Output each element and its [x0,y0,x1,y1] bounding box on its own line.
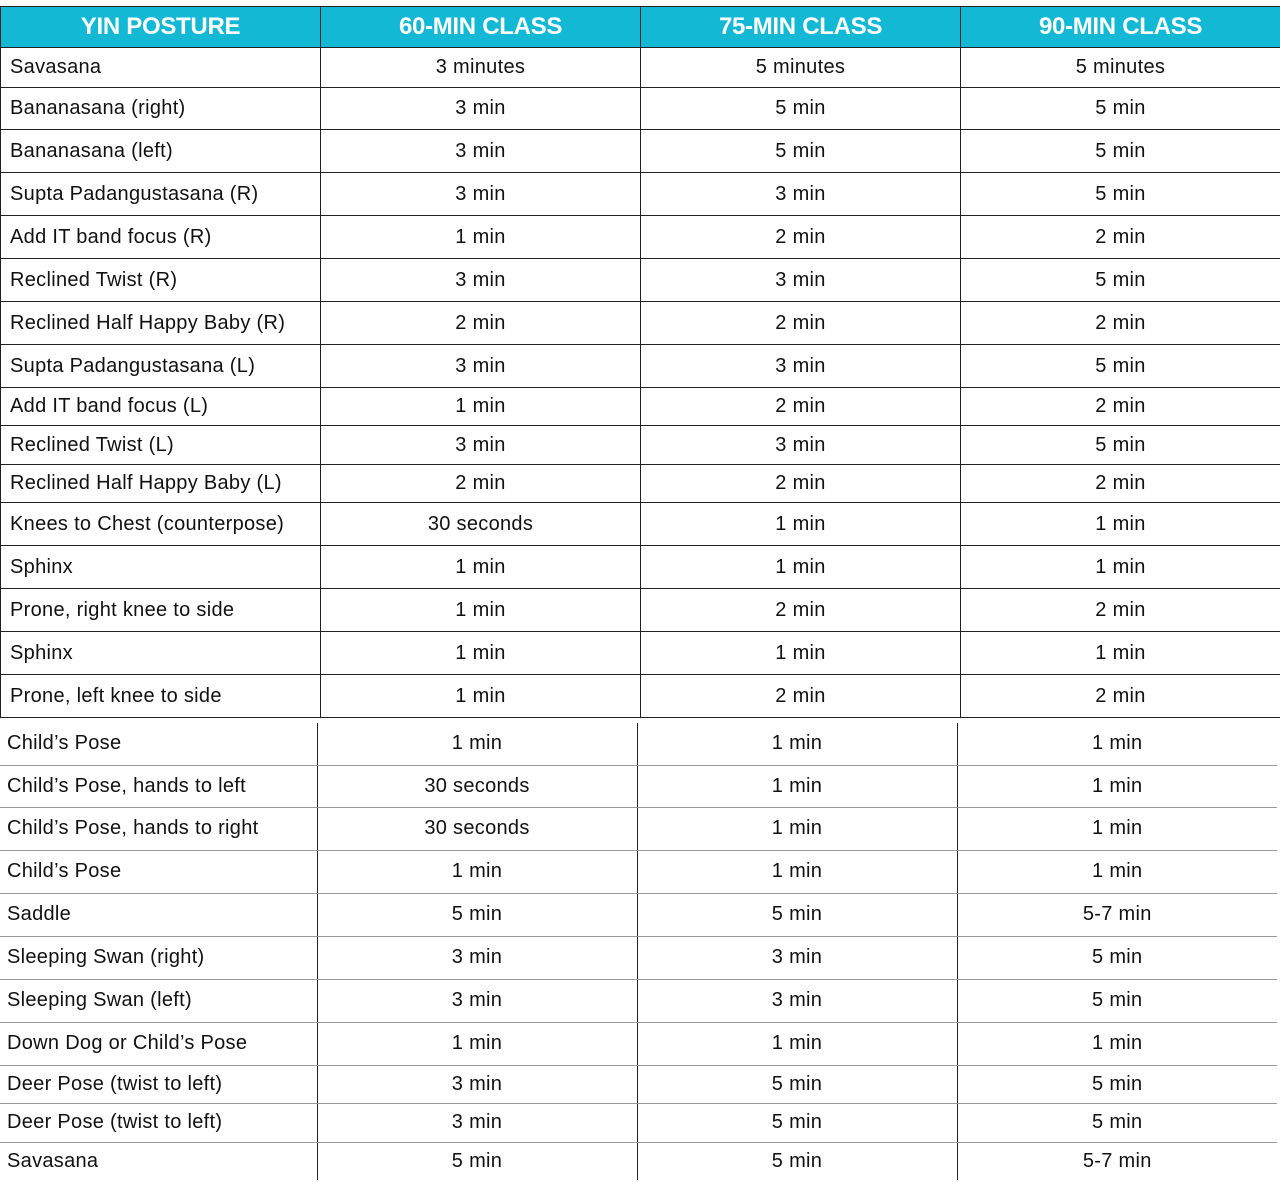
posture-cell: Child’s Pose [0,723,317,765]
posture-cell: Child’s Pose, hands to left [0,765,317,807]
duration-90-cell: 5 min [961,345,1280,388]
posture-cell: Bananasana (left) [1,130,321,173]
posture-cell: Child’s Pose, hands to right [0,807,317,850]
table-row [0,765,1277,807]
duration-60-cell: 30 seconds [317,807,637,850]
duration-75-cell: 3 min [641,345,961,388]
duration-90-cell: 2 min [961,465,1280,503]
duration-60-cell: 3 min [321,88,641,130]
table-row [1,302,1280,345]
duration-90-cell: 1 min [961,546,1280,589]
posture-cell: Child’s Pose [0,850,317,893]
schedule-table-top [0,6,1280,718]
duration-90-cell: 1 min [957,1022,1277,1065]
duration-60-cell: 2 min [321,465,641,503]
schedule-table-bottom [0,723,1277,1180]
duration-75-cell: 1 min [637,807,957,850]
duration-75-cell: 1 min [641,546,961,589]
duration-60-cell: 30 seconds [317,765,637,807]
duration-90-cell: 5 minutes [961,48,1280,88]
duration-75-cell: 5 min [641,88,961,130]
duration-60-cell: 3 min [321,345,641,388]
duration-60-cell: 3 min [321,259,641,302]
header-75-min-class: 75-MIN CLASS [641,7,961,48]
duration-60-cell: 3 min [317,1103,637,1142]
duration-75-cell: 2 min [641,216,961,259]
duration-60-cell: 1 min [321,632,641,675]
duration-90-cell: 2 min [961,589,1280,632]
duration-90-cell: 5 min [961,130,1280,173]
table-row [1,345,1280,388]
posture-cell: Saddle [0,893,317,936]
duration-60-cell: 3 minutes [321,48,641,88]
duration-75-cell: 1 min [637,850,957,893]
table-row [0,1103,1277,1142]
duration-90-cell: 2 min [961,388,1280,426]
posture-cell: Prone, right knee to side [1,589,321,632]
duration-60-cell: 1 min [321,546,641,589]
posture-cell: Bananasana (right) [1,88,321,130]
duration-75-cell: 1 min [641,632,961,675]
posture-cell: Add IT band focus (L) [1,388,321,426]
duration-60-cell: 3 min [321,130,641,173]
duration-60-cell: 3 min [321,426,641,465]
duration-75-cell: 2 min [641,589,961,632]
table-row [1,426,1280,465]
posture-cell: Deer Pose (twist to left) [0,1065,317,1103]
header-60-min-class: 60-MIN CLASS [321,7,641,48]
duration-75-cell: 1 min [637,1022,957,1065]
duration-90-cell: 5 min [957,936,1277,979]
table-row [1,546,1280,589]
duration-60-cell: 1 min [321,589,641,632]
table-row [1,259,1280,302]
duration-75-cell: 2 min [641,675,961,718]
table-row [0,1022,1277,1065]
table-row [1,503,1280,546]
table-row [0,1065,1277,1103]
table-row [0,979,1277,1022]
header-row [1,7,1280,48]
duration-60-cell: 3 min [317,979,637,1022]
duration-75-cell: 5 min [637,1103,957,1142]
posture-cell: Deer Pose (twist to left) [0,1103,317,1142]
duration-60-cell: 3 min [317,1065,637,1103]
duration-90-cell: 1 min [957,723,1277,765]
duration-90-cell: 2 min [961,675,1280,718]
table-row [0,936,1277,979]
table-row [0,893,1277,936]
duration-75-cell: 1 min [637,765,957,807]
duration-60-cell: 1 min [317,723,637,765]
duration-90-cell: 1 min [961,632,1280,675]
table-row [1,465,1280,503]
posture-cell: Down Dog or Child’s Pose [0,1022,317,1065]
posture-cell: Knees to Chest (counterpose) [1,503,321,546]
duration-75-cell: 3 min [637,936,957,979]
table-row [1,675,1280,718]
posture-cell: Add IT band focus (R) [1,216,321,259]
duration-75-cell: 2 min [641,388,961,426]
table-row [1,632,1280,675]
table-row [0,723,1277,765]
table-row [1,130,1280,173]
table-row [1,173,1280,216]
duration-75-cell: 2 min [641,302,961,345]
posture-cell: Sphinx [1,632,321,675]
duration-75-cell: 3 min [637,979,957,1022]
duration-60-cell: 30 seconds [321,503,641,546]
duration-75-cell: 1 min [637,723,957,765]
duration-90-cell: 5 min [961,426,1280,465]
duration-90-cell: 5 min [957,979,1277,1022]
duration-60-cell: 5 min [317,893,637,936]
duration-90-cell: 5 min [961,259,1280,302]
table-row [0,807,1277,850]
duration-75-cell: 5 min [637,893,957,936]
posture-cell: Savasana [0,1142,317,1180]
duration-90-cell: 5 min [957,1103,1277,1142]
duration-60-cell: 2 min [321,302,641,345]
posture-cell: Supta Padangustasana (R) [1,173,321,216]
duration-60-cell: 1 min [317,1022,637,1065]
duration-90-cell: 1 min [961,503,1280,546]
duration-75-cell: 1 min [641,503,961,546]
duration-75-cell: 5 min [637,1065,957,1103]
duration-60-cell: 1 min [321,675,641,718]
table-row [0,1142,1277,1180]
table-row [1,589,1280,632]
duration-90-cell: 5-7 min [957,1142,1277,1180]
posture-cell: Sphinx [1,546,321,589]
duration-75-cell: 3 min [641,259,961,302]
posture-cell: Reclined Half Happy Baby (R) [1,302,321,345]
duration-75-cell: 3 min [641,173,961,216]
duration-90-cell: 2 min [961,302,1280,345]
duration-60-cell: 5 min [317,1142,637,1180]
duration-60-cell: 3 min [317,936,637,979]
duration-90-cell: 5-7 min [957,893,1277,936]
table-body-top [1,48,1280,718]
posture-cell: Prone, left knee to side [1,675,321,718]
duration-60-cell: 1 min [321,388,641,426]
posture-cell: Reclined Twist (R) [1,259,321,302]
posture-cell: Savasana [1,48,321,88]
duration-90-cell: 1 min [957,765,1277,807]
duration-90-cell: 5 min [961,173,1280,216]
duration-90-cell: 2 min [961,216,1280,259]
duration-90-cell: 5 min [961,88,1280,130]
duration-60-cell: 3 min [321,173,641,216]
posture-cell: Reclined Half Happy Baby (L) [1,465,321,503]
duration-75-cell: 2 min [641,465,961,503]
duration-75-cell: 5 min [641,130,961,173]
table-row [1,88,1280,130]
table-body-bottom [0,723,1277,1180]
duration-60-cell: 1 min [317,850,637,893]
duration-60-cell: 1 min [321,216,641,259]
table-row [1,48,1280,88]
table-row [1,388,1280,426]
header-90-min-class: 90-MIN CLASS [961,7,1280,48]
posture-cell: Reclined Twist (L) [1,426,321,465]
duration-90-cell: 5 min [957,1065,1277,1103]
posture-cell: Sleeping Swan (right) [0,936,317,979]
posture-cell: Sleeping Swan (left) [0,979,317,1022]
table-row [0,850,1277,893]
duration-75-cell: 5 minutes [641,48,961,88]
duration-90-cell: 1 min [957,850,1277,893]
duration-75-cell: 5 min [637,1142,957,1180]
table-row [1,216,1280,259]
duration-75-cell: 3 min [641,426,961,465]
duration-90-cell: 1 min [957,807,1277,850]
posture-cell: Supta Padangustasana (L) [1,345,321,388]
header-yin-posture: YIN POSTURE [1,7,321,48]
